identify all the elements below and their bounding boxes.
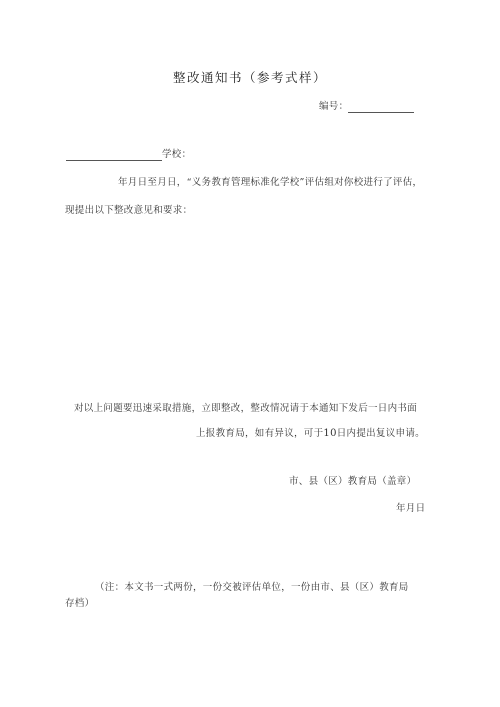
paragraph-2-line-2-start: 上报教育局，如有异议，可于 xyxy=(196,428,324,439)
paragraph-1-line-2: 现提出以下整改意见和要求： xyxy=(65,205,193,216)
serial-number-label: 编号： xyxy=(319,101,349,112)
paragraph-2-line-1: 对以上问题要迅速采取措施，立即整改，整改情况请于本通知下发后一日内书面 xyxy=(74,403,418,414)
paragraph-2-line-2 xyxy=(196,428,425,440)
paragraph-1-line-1: 年月日至月日，“义务教育管理标准化学校”评估组对你校进行了评估， xyxy=(118,177,423,188)
school-label: 学校： xyxy=(162,149,192,160)
issuer-seal-line: 市、县（区）教育局（盖章） xyxy=(289,476,417,487)
school-row xyxy=(66,149,191,161)
serial-number-blank xyxy=(348,102,414,113)
appeal-days-number: 10 xyxy=(323,428,337,439)
note-line-1: （注：本文书一式两份，一份交被评估单位，一份由市、县（区）教育局 xyxy=(95,582,409,593)
issue-date: 年月日 xyxy=(396,503,426,514)
school-name-blank xyxy=(66,150,162,161)
note-line-2: 存档） xyxy=(65,598,95,609)
serial-number-row xyxy=(319,101,414,113)
paragraph-2-line-2-end: 日内提出复议申请。 xyxy=(336,428,425,439)
document-title: 整改通知书（参考式样） xyxy=(172,70,327,85)
